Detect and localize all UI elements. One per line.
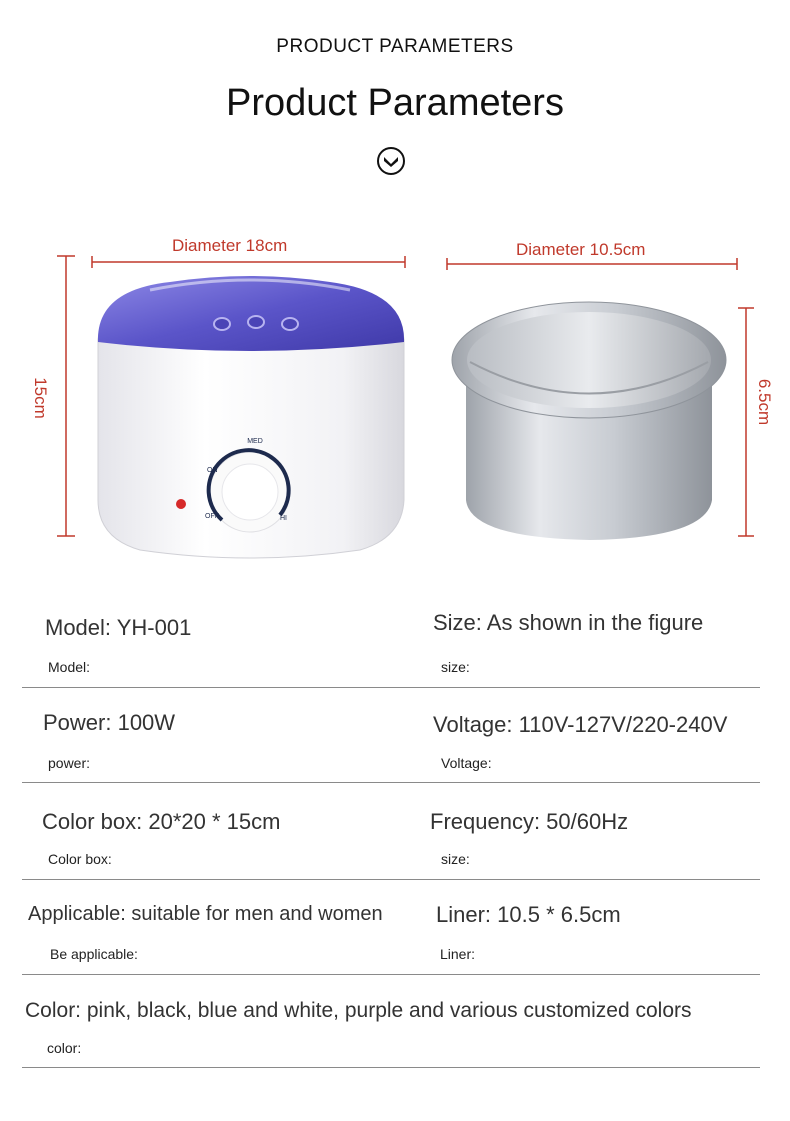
liner-diameter-label: Diameter 10.5cm <box>516 240 646 259</box>
section-subtitle: PRODUCT PARAMETERS <box>276 36 514 57</box>
knob-label-med: MED <box>247 438 263 445</box>
param-color-box-label: Color box: <box>48 851 112 867</box>
wax-heater-image <box>98 276 404 558</box>
param-voltage-label: Voltage: <box>441 755 492 771</box>
param-size-label: size: <box>441 659 470 675</box>
param-liner: Liner: 10.5 * 6.5cm <box>436 902 621 927</box>
param-color-label: color: <box>47 1040 82 1056</box>
chevron-down-circle-icon <box>376 146 406 176</box>
row-divider <box>22 974 760 975</box>
param-frequency: Frequency: 50/60Hz <box>430 809 629 834</box>
row-divider <box>22 879 760 880</box>
knob-label-off: OFF <box>205 513 219 520</box>
param-frequency-label: size: <box>441 851 470 867</box>
liner-height-label: 6.5cm <box>755 378 774 426</box>
param-voltage: Voltage: 110V-127V/220-240V <box>433 712 728 737</box>
row-divider <box>22 1067 760 1068</box>
param-liner-label: Liner: <box>440 946 476 962</box>
param-model-label: Model: <box>48 659 91 675</box>
param-power: Power: 100W <box>43 710 176 735</box>
page-title: Product Parameters <box>226 82 564 124</box>
heater-height-label: 15cm <box>31 377 50 419</box>
param-color: Color: pink, black, blue and white, purple and various customized colors <box>25 999 692 1022</box>
heater-width-dimension <box>92 256 405 268</box>
knob-label-on: ON <box>207 467 218 474</box>
param-applicable-label: Be applicable: <box>50 946 138 962</box>
param-size: Size: As shown in the figure <box>433 610 704 635</box>
row-divider <box>22 782 760 783</box>
param-applicable: Applicable: suitable for men and women <box>28 903 383 925</box>
param-power-label: power: <box>48 755 91 771</box>
liner-height-dimension <box>738 308 754 536</box>
product-figure <box>0 220 790 580</box>
metal-liner-image <box>452 302 726 540</box>
heater-diameter-label: Diameter 18cm <box>172 236 288 255</box>
param-color-box: Color box: 20*20 * 15cm <box>42 809 281 834</box>
knob-label-hi: HI <box>280 515 287 522</box>
param-model: Model: YH-001 <box>45 615 192 640</box>
heater-height-dimension <box>57 256 75 536</box>
row-divider <box>22 687 760 688</box>
